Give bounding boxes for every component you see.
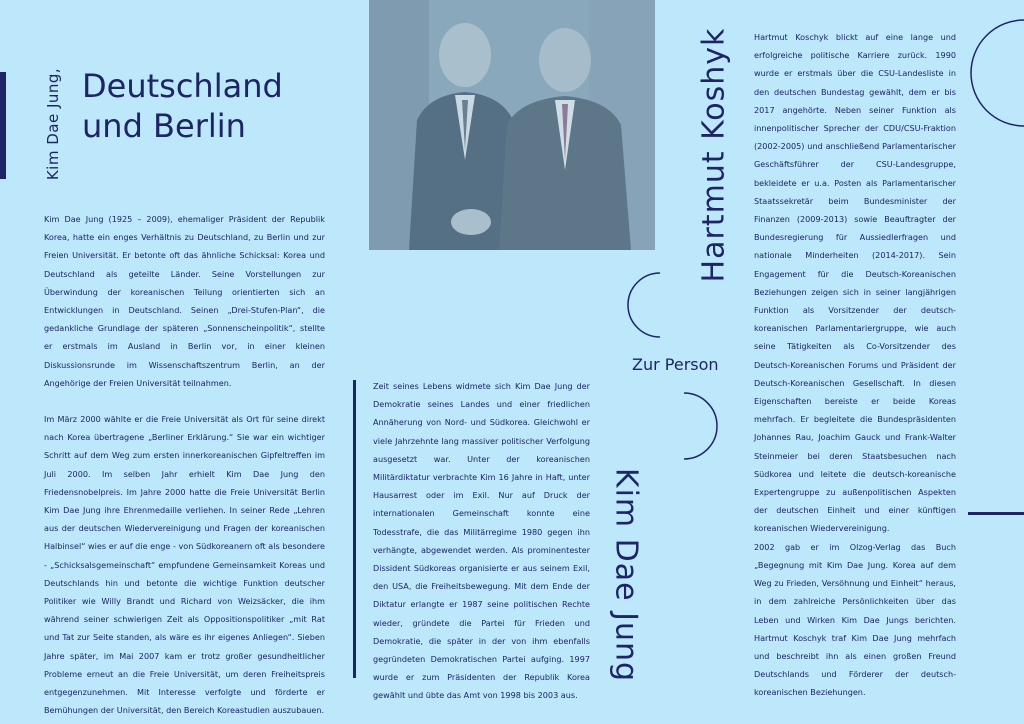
section-label-zur-person: Zur Person [632, 355, 719, 374]
column-middle [373, 377, 590, 705]
column-left-paragraph-2: Im März 2000 wählte er die Freie Universität als Ort für seine direkt nach Korea übertragene „Berliner Erklärung.“ Sie war ein wichtiger Schritt auf dem Weg zum ersten innerkoreanischen Gipfeltreffen im Juli 2000. Im selben Jahr erhielt Kim Dae Jung den Friedensnobelpreis. Im Jahre 2000 hatte die Freie Universität Berlin Kim Dae Jung ihre Ehrenmedaille verliehen. In seiner Rede „Lehren aus der deutschen Wiedervereinigung und Fragen der koreanischen Halbinsel“ wies er auf die enge - von Südkoreanern oft als besondere - „Schicksalsgemeinschaft“ empfundene Gemeinsamkeit Koreas und Deutschlands hin und betonte die wichtige Funktion deutscher Politiker wie Willy Brandt und Richard von Weizsäcker, die ihm während seiner schwierigen Zeit als Oppositionspolitiker „mit Rat und Tat zur Seite standen, als wäre es ihr eigenes Anliegen“. Sieben Jahre später, im Mai 2007 kam er trotz großer gesundheitlicher Probleme erneut an die Freie Universität, um deren Freiheitspreis entgegenzunehmen. Mit Interesse verfolgte und förderte er Bemühungen der Universität, den Bereich Koreastudien auszubauen. [44, 414, 325, 716]
arc-decoration-lower [680, 390, 720, 462]
column-middle-paragraph-1: Zeit seines Lebens widmete sich Kim Dae Jung der Demokratie seines Landes und einer friedlichen Annäherung von Nord- und Südkorea. Gleichwohl er viele Jahrzehnte lang massiver politischer Verfolgung ausgesetzt war. Unter der koreanischen Militärdiktatur verbrachte Kim 16 Jahre in Haft, unter Hausarrest oder im Exil. Nur auf Druck der internationalen Gemeinschaft konnte eine Todesstrafe, die das Militärregime 1980 gegen ihn verhängte, abgewendet werden. Als prominentester Dissident Südkoreas organisierte er aus seinem Exil, den USA, die Freiheitsbewegung. Mit dem Ende der Diktatur erlangte er 1987 seine politischen Rechte wieder, gründete die Partei für Frieden und Demokratie, die später in der von ihm ebenfalls gegründeten Demokratischen Partei aufging. 1997 wurde er zum Präsidenten der Republik Korea gewählt und übte das Amt von 1998 bis 2003 aus. [373, 381, 590, 701]
accent-bar-left [0, 72, 6, 179]
vertical-subtitle-text: Kim Dae Jung, [44, 67, 62, 181]
column-right [754, 28, 956, 702]
heading-hartmut-koshyk-text: Hartmut Koshyk [696, 27, 732, 283]
heading-kim-dae-jung-text: Kim Dae Jung [608, 467, 644, 683]
vertical-subtitle [42, 60, 64, 188]
title-line-1: Deutschland [82, 67, 283, 105]
column-left [44, 210, 325, 719]
photo-handshake [369, 0, 655, 250]
heading-hartmut-koshyk [692, 27, 736, 283]
arc-decoration-right [968, 18, 1024, 128]
accent-bar-middle [353, 380, 356, 678]
accent-line-right [968, 512, 1024, 515]
heading-kim-dae-jung [602, 467, 650, 683]
page-title [82, 66, 283, 146]
title-line-2: und Berlin [82, 107, 246, 145]
arc-decoration-upper [624, 270, 664, 340]
photo-illustration [369, 0, 655, 250]
column-right-paragraph-1: Hartmut Koschyk blickt auf eine lange und erfolgreiche politische Karriere zurück. 1990 wurde er erstmals über die CSU-Landesliste in den deutschen Bundestag gewählt, dem er bis 2017 angehörte. Neben seiner Funktion als innenpolitischer Sprecher der CDU/CSU-Fraktion (2002-2005) und anschließend Parlamentarischer Geschäftsführer der CSU-Landesgruppe, bekleidete er u.a. Posten als Parlamentarischer Staatssekretär beim Bundesminister der Finanzen (2009-2013) sowie Beauftragter der Bundesregierung für Aussiedlerfragen und nationale Minderheiten (2014-2017). Sein Engagement für die Deutsch-Koreanischen Beziehungen zeigen sich in seiner langjährigen Funktion als Vorsitzender der deutsch-koreanischen Parlamentariergruppe, wie auch seine Tätigkeiten als Co-Vorsitzender des Deutsch-Koreanischen Forums und Präsident der Deutsch-Koreanischen Gesellschaft. In diesen Eigenschaften bereiste er beide Koreas mehrfach. Er begleitete die Bundespräsidenten Johannes Rau, Joachim Gauck und Frank-Walter Steinmeier bei deren Staatsbesuchen nach Südkorea und leitete die deutsch-koreanische Expertengruppe zu außenpolitischen Aspekten der deutschen Einheit und einer künftigen koreanischen Wiedervereinigung. [754, 32, 956, 534]
column-right-paragraph-2: 2002 gab er im Olzog-Verlag das Buch „Begegnung mit Kim Dae Jung. Korea auf dem Weg zu Frieden, Versöhnung und Einheit“ heraus, in dem zahlreiche Persönlichkeiten über das Leben und Wirken Kim Dae Jungs berichten. Hartmut Koschyk traf Kim Dae Jung mehrfach und beschreibt ihn als einen großen Freund Deutschlands und Förderer der deutsch-koreanischen Beziehungen. [754, 541, 956, 698]
column-left-paragraph-1: Kim Dae Jung (1925 – 2009), ehemaliger Präsident der Republik Korea, hatte ein enges Verhältnis zu Deutschland, zu Berlin und zur Freien Universität. Er betonte oft das ähnliche Schicksal: Korea und Deutschland als geteilte Länder. Seine Vorstellungen zur Überwindung der koreanischen Teilung orientierten sich an Entwicklungen in Deutschland. Seinen „Drei-Stufen-Plan“, die gedankliche Grundlage der späteren „Sonnenscheinpolitik“, stellte er erstmals im Ausland in Berlin vor, in einer kleinen Diskussionsrunde im Wissenschaftszentrum Berlin, an der Angehörige der Freien Universität teilnahmen. [44, 214, 325, 388]
